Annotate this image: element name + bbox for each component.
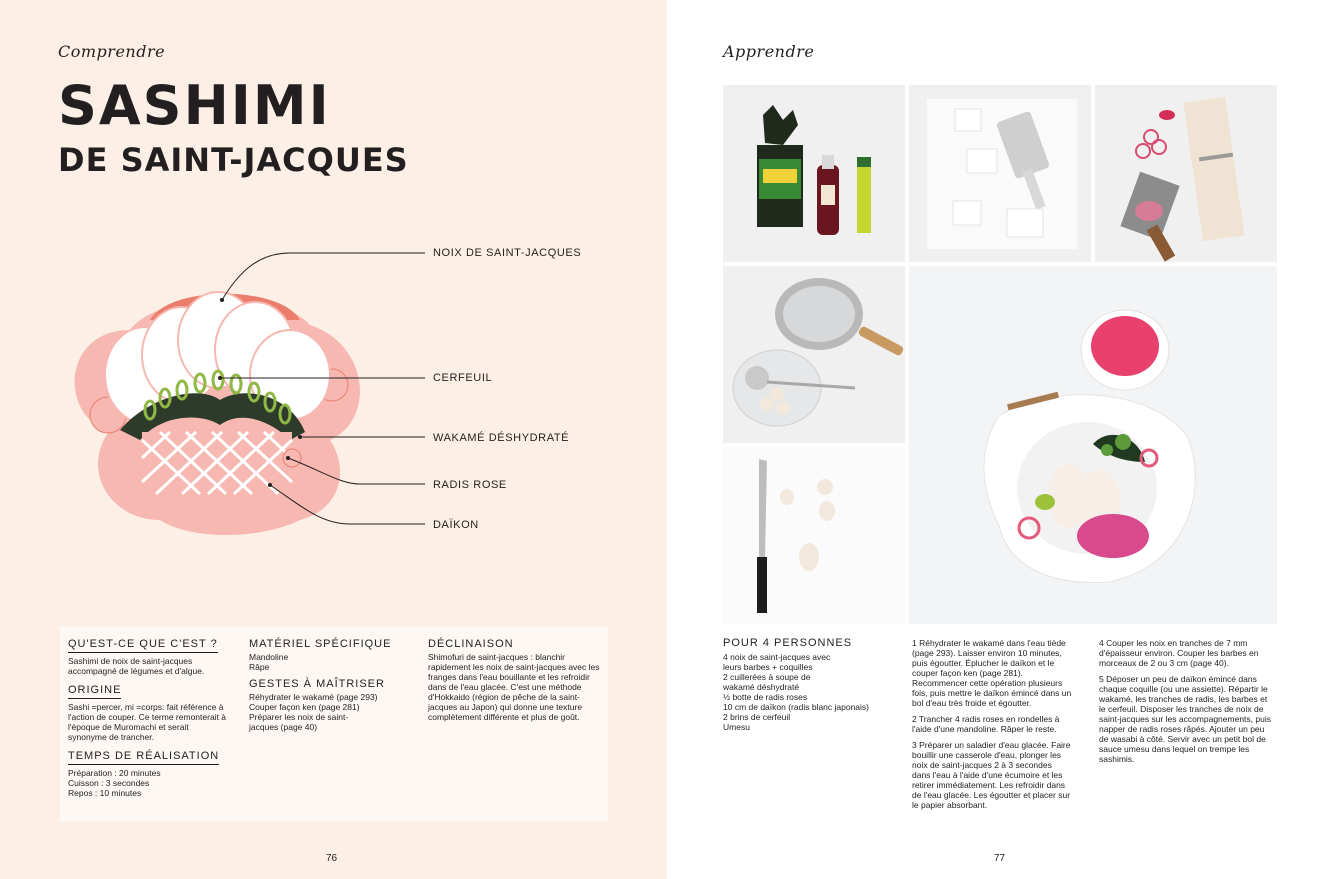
temps-line: Repos : 10 minutes [68, 788, 142, 798]
photo-radish-mandoline [1095, 85, 1277, 262]
photo-final-dish [909, 266, 1277, 624]
right-page [667, 0, 1333, 879]
quest-heading: QU'EST-CE QUE C'EST ? [68, 638, 218, 653]
materiel-line: Râpe [249, 662, 270, 672]
temps-line: Cuisson : 3 secondes [68, 778, 150, 788]
photo-daikon-grater [909, 85, 1091, 262]
ingredient-line: 4 noix de saint-jacques avec [723, 652, 831, 662]
origine-heading: ORIGINE [68, 684, 121, 699]
ingredients-block [723, 638, 903, 732]
ingredient-line: ½ botte de radis roses [723, 692, 808, 702]
ingredient-line: wakamé déshydraté [723, 682, 800, 692]
materiel-line: Mandoline [249, 652, 289, 662]
photo-pan-scallops [723, 266, 905, 443]
temps-heading: TEMPS DE RÉALISATION [68, 750, 219, 765]
page-number: 77 [994, 853, 1006, 864]
info-col-3 [428, 634, 600, 722]
callout-daikon: DAÏKON [433, 519, 479, 531]
step-3: 3 Préparer un saladier d'eau glacée. Faire bouillir une casserole d'eau, plonger les noix de saint-jacques 2 à 3 secondes dans l'eau à l'aide d'une écumoire et les retirer immédiatement. Les refroidir dans de l'eau glacée. Les égoutter et placer sur le papier absorbant. [912, 740, 1071, 810]
ingredient-line: 2 brins de cerfeuil [723, 712, 791, 722]
page-title: SASHIMI [58, 74, 331, 137]
gestes-line: jacques (page 40) [249, 722, 318, 732]
declinaison-text: Shimofuri de saint-jacques : blanchir rapidement les noix de saint-jacques avec les franges dans l'eau bouillante et les refroidir dans de l'eau glacée. C'est une méthode d'Hokkaido (région de pêche de la saint-jacques au Japon) qui donne une texture complètement différente et plus de goût. [428, 652, 600, 722]
callout-noix: NOIX DE SAINT-JACQUES [433, 247, 582, 259]
quest-text: Sashimi de noix de saint-jacques accompagné de légumes et d'algue. [68, 656, 205, 676]
steps-col-1 [912, 638, 1072, 816]
ingredient-line: 2 cuillerées à soupe de [723, 672, 811, 682]
ingredient-line: 10 cm de daïkon (radis blanc japonais) [723, 702, 869, 712]
info-box [60, 626, 608, 822]
materiel-heading: MATÉRIEL SPÉCIFIQUE [249, 638, 392, 650]
step-1: 1 Réhydrater le wakamé dans l'eau tiède (page 293). Laisser environ 10 minutes, puis égoutter. Éplucher le daïkon et le couper façon ken (page 281). Recommencer cette opération plusieurs fois, puis mettre le daïkon émincé dans un bol d'eau très froide et égoutter. [912, 638, 1072, 708]
ingredient-line: leurs barbes + coquilles [723, 662, 813, 672]
callout-wakame: WAKAMÉ DÉSHYDRATÉ [433, 432, 570, 444]
sashimi-illustration [0, 230, 667, 560]
ingredient-line: Umesu [723, 722, 750, 732]
page-number: 76 [326, 853, 338, 864]
info-col-1 [68, 634, 228, 798]
origine-text: Sashi =percer, mi =corps: fait référence à l'action de couper. Ce terme remonterait à l'époque de Muromachi et serait synonyme de trancher. [68, 702, 227, 742]
section-label: Comprendre [58, 42, 166, 61]
photo-ingredients [723, 85, 905, 262]
gestes-heading: GESTES À MAÎTRISER [249, 678, 385, 690]
callout-cerfeuil: CERFEUIL [433, 372, 493, 384]
page-subtitle: DE SAINT-JACQUES [58, 141, 409, 179]
temps-line: Préparation : 20 minutes [68, 768, 161, 778]
info-col-2 [249, 634, 409, 732]
step-2: 2 Trancher 4 radis roses en rondelles à l'aide d'une mandoline. Râper le reste. [912, 714, 1060, 734]
callout-radis: RADIS ROSE [433, 479, 507, 491]
step-5: 5 Déposer un peu de daïkon émincé dans chaque coquille (ou une assiette). Répartir le wakamé, les tranches de radis, les barbes et le cerfeuil. Disposer les tranches de noix de saint-jacques sur les accompagnements, puis napper de radis roses râpés. Ajouter un peu de wasabi à côté. Servir avec un petit bol de sauce umesu dans lequel on trempe les sashimis. [1099, 674, 1271, 764]
gestes-line: Réhydrater le wakamé (page 293) [249, 692, 378, 702]
section-label: Apprendre [723, 42, 815, 61]
gestes-line: Couper façon ken (page 281) [249, 702, 360, 712]
servings-heading: POUR 4 PERSONNES [723, 637, 853, 649]
step-4: 4 Couper les noix en tranches de 7 mm d'épaisseur environ. Couper les barbes en morceaux de 2 ou 3 cm (page 40). [1099, 638, 1259, 668]
steps-col-2 [1099, 638, 1275, 770]
photo-knife-slices [723, 447, 905, 624]
gestes-line: Préparer les noix de saint- [249, 712, 349, 722]
declinaison-heading: DÉCLINAISON [428, 638, 514, 650]
